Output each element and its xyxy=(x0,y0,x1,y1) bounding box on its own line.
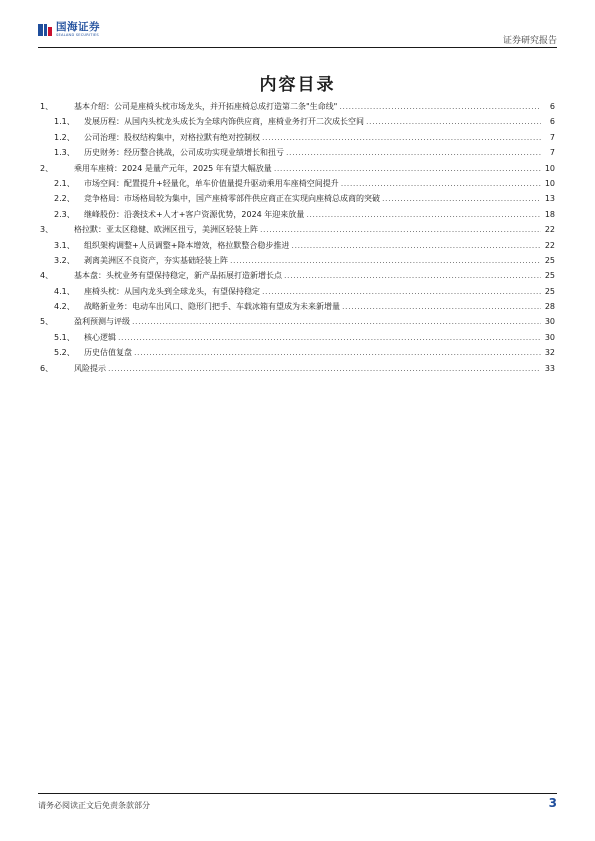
toc-entry[interactable] xyxy=(40,161,555,176)
toc-entry-number: 1、 xyxy=(40,102,54,111)
toc-entry-title: 发展历程：从国内头枕龙头成长为全球内饰供应商，座椅业务打开二次成长空间 xyxy=(84,117,364,127)
toc-entry-page: 10 xyxy=(544,178,555,188)
toc-dot-leader xyxy=(260,222,541,237)
toc-dot-leader xyxy=(286,145,541,160)
toc-entry-page: 30 xyxy=(544,317,555,327)
toc-entry-title: 公司治理：股权结构集中，对格拉默有绝对控制权 xyxy=(84,132,260,142)
toc-entry-title: 市场空间：配置提升+轻量化，单车价值量提升驱动乘用车座椅空间提升 xyxy=(84,178,339,188)
toc-entry-number: 2.1、 xyxy=(54,178,75,188)
toc-entry-number: 3.2、 xyxy=(54,255,75,265)
toc-entry[interactable] xyxy=(40,145,555,160)
toc-entry[interactable] xyxy=(40,299,555,314)
toc-entry-title: 战略新业务：电动车出风口、隐形门把手、车载冰箱有望成为未来新增量 xyxy=(84,302,340,312)
toc-entry[interactable] xyxy=(40,253,555,268)
toc-dot-leader xyxy=(339,99,541,114)
toc-entry[interactable] xyxy=(40,207,555,222)
toc-dot-leader xyxy=(366,114,541,129)
toc-entry[interactable] xyxy=(40,176,555,191)
toc-dot-leader xyxy=(306,207,541,222)
logo-cn-text: 国海证券 xyxy=(56,21,100,33)
toc-entry-title: 继峰股份：沿袭技术+人才+客户资源优势，2024 年迎来放量 xyxy=(84,209,305,219)
toc-dot-leader xyxy=(230,253,541,268)
page-title: 内容目录 xyxy=(259,75,336,95)
toc-entry-number: 5.2、 xyxy=(54,348,75,358)
toc-entry[interactable] xyxy=(40,130,555,145)
toc-dot-leader xyxy=(134,345,541,360)
toc-entry-number: 1.2、 xyxy=(54,132,75,142)
toc-entry-title: 盈利预测与评级 xyxy=(74,317,130,327)
toc-entry-page: 25 xyxy=(544,271,555,281)
toc-entry[interactable] xyxy=(40,345,555,360)
toc-entry-page: 18 xyxy=(544,209,555,219)
toc-entry-number: 2.2、 xyxy=(54,194,75,204)
toc-entry-page: 7 xyxy=(549,148,555,158)
toc-entry-title: 历史估值复盘 xyxy=(84,348,132,358)
report-type-label: 证券研究报告 xyxy=(502,36,557,46)
toc-entry[interactable] xyxy=(40,114,555,129)
toc-entry-number: 6、 xyxy=(40,363,54,373)
toc-entry-page: 10 xyxy=(544,163,555,173)
toc-entry-title: 竞争格局：市场格局较为集中，国产座椅零部件供应商正在实现向座椅总成商的突破 xyxy=(84,194,380,204)
toc-entry-number: 1.1、 xyxy=(54,117,75,127)
toc-dot-leader xyxy=(262,130,541,145)
sealand-logo-icon xyxy=(38,23,52,37)
footer-disclaimer: 请务必阅读正文后免责条款部分 xyxy=(38,801,150,810)
toc-entry-title: 风险提示 xyxy=(74,363,106,373)
toc-entry-number: 4.2、 xyxy=(54,302,75,312)
footer-divider xyxy=(38,793,557,794)
toc-entry-number: 3.1、 xyxy=(54,240,75,250)
toc-entry-number: 4、 xyxy=(40,271,54,281)
company-logo xyxy=(38,22,100,38)
toc-entry[interactable] xyxy=(40,330,555,345)
toc-entry-page: 25 xyxy=(544,255,555,265)
toc-entry-page: 22 xyxy=(544,240,555,250)
toc-entry-title: 基本介绍：公司是座椅头枕市场龙头，并开拓座椅总成打造第二条"生命线" xyxy=(74,102,338,111)
toc-entry-page: 22 xyxy=(544,225,555,235)
toc-entry-title: 剥离美洲区不良资产，夯实基础轻装上阵 xyxy=(84,255,228,265)
toc-dot-leader xyxy=(262,284,541,299)
toc-entry-number: 1.3、 xyxy=(54,148,75,158)
toc-entry-page: 28 xyxy=(544,302,555,312)
toc-entry-page: 30 xyxy=(544,332,555,342)
toc-entry-number: 2、 xyxy=(40,163,54,173)
toc-dot-leader xyxy=(341,176,541,191)
toc-entry[interactable] xyxy=(40,238,555,253)
toc-entry-title: 格拉默：亚太区稳健、欧洲区扭亏，美洲区轻装上阵 xyxy=(74,225,258,235)
toc-entry-page: 13 xyxy=(544,194,555,204)
toc-entry[interactable] xyxy=(40,191,555,206)
toc-entry[interactable] xyxy=(40,314,555,329)
toc-entry-number: 5、 xyxy=(40,317,54,327)
toc-entry-title: 核心逻辑 xyxy=(84,332,116,342)
toc-dot-leader xyxy=(382,191,541,206)
toc-dot-leader xyxy=(342,299,541,314)
toc-entry[interactable] xyxy=(40,99,555,114)
toc-entry-page: 32 xyxy=(544,348,555,358)
header-divider xyxy=(38,47,557,48)
toc-dot-leader xyxy=(274,161,541,176)
toc-entry[interactable] xyxy=(40,361,555,376)
toc-entry-title: 乘用车座椅：2024 是量产元年，2025 年有望大幅放量 xyxy=(74,163,272,173)
toc-entry-number: 4.1、 xyxy=(54,286,75,296)
toc-entry[interactable] xyxy=(40,268,555,283)
toc-entry-title: 座椅头枕：从国内龙头到全球龙头，有望保持稳定 xyxy=(84,286,260,296)
toc-entry-title: 基本盘：头枕业务有望保持稳定，新产品拓展打造新增长点 xyxy=(74,271,282,281)
toc-entry[interactable] xyxy=(40,284,555,299)
toc-entry-title: 组织架构调整+人员调整+降本增效，格拉默整合稳步推进 xyxy=(84,240,290,250)
toc-entry-page: 33 xyxy=(544,363,555,373)
toc-entry-page: 7 xyxy=(549,132,555,142)
toc-entry-page: 6 xyxy=(549,117,555,127)
toc-entry-page: 6 xyxy=(549,102,555,111)
toc-entry[interactable] xyxy=(40,222,555,237)
toc-entry-number: 5.1、 xyxy=(54,332,75,342)
table-of-contents xyxy=(40,99,555,376)
toc-dot-leader xyxy=(291,238,541,253)
toc-entry-number: 3、 xyxy=(40,225,54,235)
toc-entry-title: 历史财务：经历整合挑战，公司成功实现业绩增长和扭亏 xyxy=(84,148,284,158)
toc-entry-number: 2.3、 xyxy=(54,209,75,219)
toc-dot-leader xyxy=(132,314,541,329)
footer-page-number: 3 xyxy=(548,796,557,810)
logo-en-text: SEALAND SECURITIES xyxy=(56,33,99,37)
toc-dot-leader xyxy=(284,268,541,283)
toc-dot-leader xyxy=(108,361,541,376)
toc-dot-leader xyxy=(118,330,541,345)
toc-entry-page: 25 xyxy=(544,286,555,296)
